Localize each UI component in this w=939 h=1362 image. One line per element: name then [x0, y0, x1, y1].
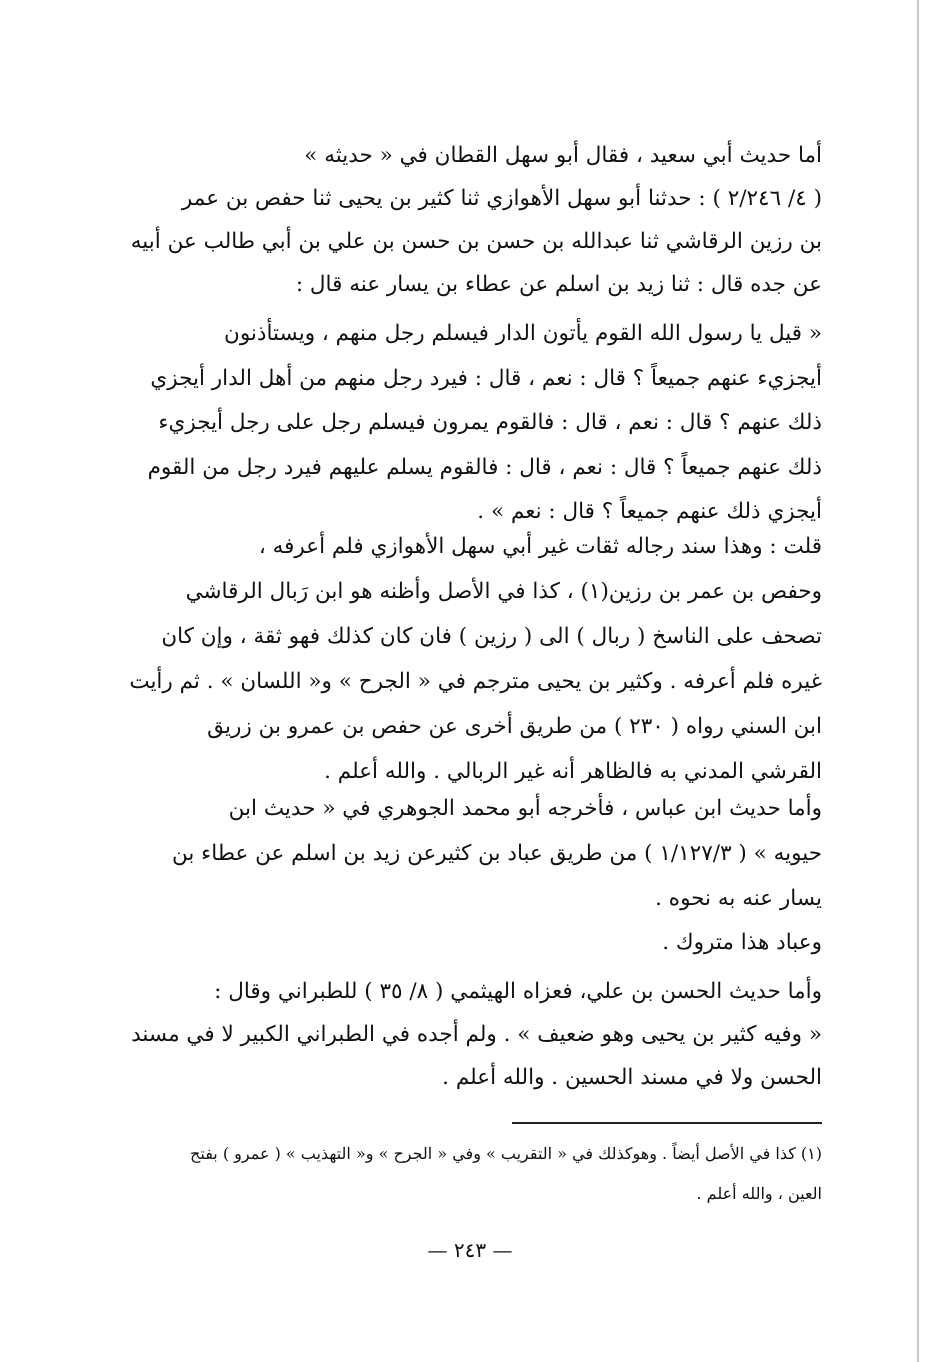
text-line: « قيل يا رسول الله القوم يأتون الدار فيسلم رجل منهم ، ويستأذنون — [224, 321, 822, 346]
text-line: بن رزين الرقاشي ثنا عبدالله بن حسن بن حسن بن علي بن أبي طالب عن أبيه — [130, 229, 822, 254]
footnote — [118, 1134, 822, 1214]
footnote-divider — [512, 1122, 822, 1124]
text-line: ذلك عنهم ؟ قال : نعم ، قال : فالقوم يمرون فيسلم رجل على رجل أيجزيء — [158, 410, 822, 435]
text-line: أما حديث أبي سعيد ، فقال أبو سهل القطان في « حديثه » — [304, 143, 822, 168]
text-line: ابن السني رواه ( ٢٣٠ ) من طريق أخرى عن حفص بن عمرو بن زريق — [207, 714, 822, 739]
text-line: حيويه » ( ١/١٢٧/٣ ) من طريق عباد بن كثيرعن زيد بن اسلم عن عطاء بن — [171, 841, 822, 866]
text-line: أيجزيء عنهم جميعاً ؟ قال : نعم ، قال : فيرد رجل منهم من أهل الدار أيجزي — [150, 365, 822, 391]
text-line: غيره فلم أعرفه . وكثير بن يحيى مترجم في « الجرح » و« اللسان » . ثم رأيت — [129, 669, 822, 694]
text-line: وأما حديث الحسن بن علي، فعزاه الهيثمي ( ٨/ ٣٥ ) للطبراني وقال : — [214, 979, 822, 1004]
footnote-line: (١) كذا في الأصل أيضاً . وهوكذلك في « التقريب » وفي « الجرح » و« التهذيب » ( عمرو ) بفتح — [190, 1144, 822, 1163]
paragraph-isnad-commentary — [118, 524, 822, 794]
text-line: ( ٤/ ٢/٢٤٦ ) : حدثنا أبو سهل الأهوازي ثنا كثير بن يحيى ثنا حفص بن عمر — [181, 186, 822, 211]
paragraph-ibn-abbas-hadith — [118, 786, 822, 921]
text-line: « وفيه كثير بن يحيى وهو ضعيف » . ولم أجده في الطبراني الكبير لا في مسند — [131, 1022, 822, 1047]
paragraph-hasan-hadith — [118, 970, 822, 1099]
scan-edge-shadow — [917, 0, 919, 1362]
page-number: — ٢٤٣ — — [427, 1238, 513, 1262]
footnote-line: العين ، والله أعلم . — [696, 1184, 822, 1203]
paragraph-abbad-note — [118, 920, 822, 965]
text-line: تصحف على الناسخ ( ربال ) الى ( رزين ) فان كان كذلك فهو ثقة ، وإن كان — [161, 624, 822, 649]
text-line: قلت : وهذا سند رجاله ثقات غير أبي سهل الأهوازي فلم أعرفه ، — [258, 534, 822, 559]
text-line: أيجزي ذلك عنهم جميعاً ؟ قال : نعم » . — [477, 499, 822, 524]
text-line: القرشي المدني به فالظاهر أنه غير الربالي . والله أعلم . — [324, 759, 822, 784]
text-line: يسار عنه به نحوه . — [655, 886, 822, 911]
text-line: عن جده قال : ثنا زيد بن اسلم عن عطاء بن يسار عنه قال : — [295, 272, 822, 297]
text-line: الحسن ولا في مسند الحسين . والله أعلم . — [442, 1065, 822, 1090]
text-line: ذلك عنهم جميعاً ؟ قال : نعم ، قال : فالقوم يسلم عليهم فيرد رجل من القوم — [147, 454, 822, 480]
text-line: وحفص بن عمر بن رزين(١) ، كذا في الأصل وأظنه هو ابن رَبال الرقاشي — [185, 579, 822, 604]
text-line: وأما حديث ابن عباس ، فأخرجه أبو محمد الجوهري في « حديث ابن — [228, 796, 822, 821]
paragraph-hadith-text — [118, 312, 822, 535]
text-line: وعباد هذا متروك . — [662, 930, 822, 955]
paragraph-abu-said-hadith — [118, 134, 822, 306]
